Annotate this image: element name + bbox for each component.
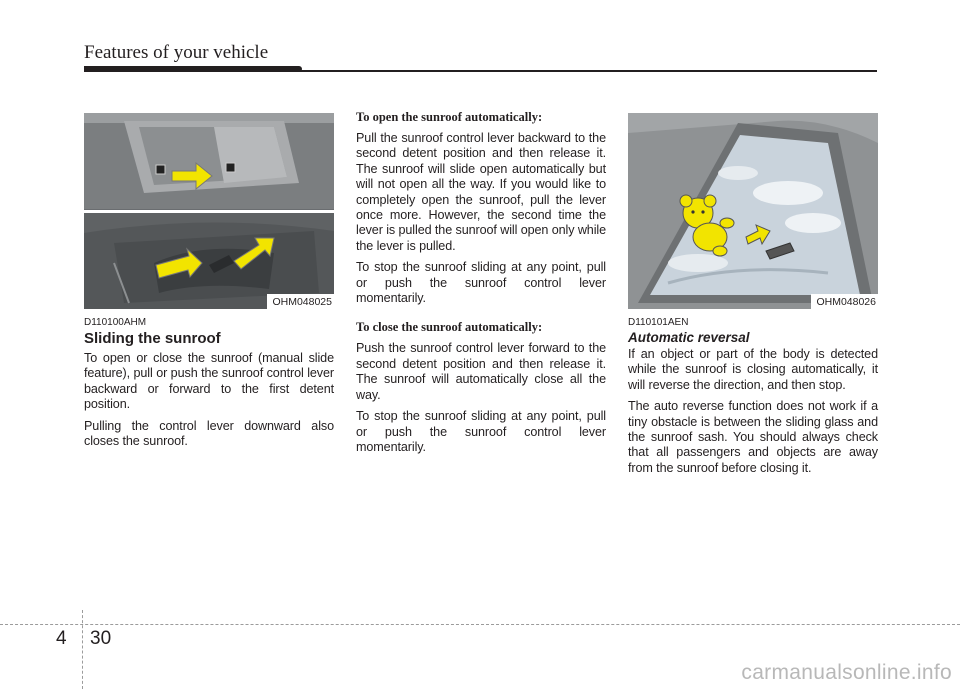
sunroof-lever-illustration [84,113,334,309]
header-rule [84,70,877,72]
section-doc-code: D110101AEN [628,317,689,328]
right-column [628,113,878,482]
paragraph: To stop the sunroof sliding at any point, pull or push the sunroof control lever momentarily. [356,260,606,306]
paragraph: If an object or part of the body is detected while the sunroof is closing automatically, it will reverse the direction, and then stop. [628,347,878,392]
sunroof-lever-figure [84,113,334,309]
paragraph: Pulling the control lever downward also closes the sunroof. [84,418,334,449]
subsection-heading: To close the sunroof automatically: [356,320,543,335]
auto-reversal-illustration [628,113,878,309]
middle-column [356,110,606,461]
paragraph: To open or close the sunroof (manual slide feature), pull or push the sunroof control lever backward or forward to the first detent position. [84,351,334,412]
page-number: 30 [90,628,112,649]
chapter-number: 4 [56,628,67,649]
paragraph: To stop the sunroof sliding at any point, pull or push the sunroof control lever momentarily. [356,409,606,454]
subsection-heading: Automatic reversal [628,330,750,345]
auto-reversal-figure [628,113,878,309]
subsection-heading: To open the sunroof automatically: [356,110,543,124]
page-header-title: Features of your vehicle [84,42,269,63]
paragraph: The auto reverse function does not work if a tiny obstacle is between the sliding glass and the sunroof sash. You should always check that all passengers and objects are away from the sunroof before closing it. [628,399,878,475]
section-title: Sliding the sunroof [84,330,221,347]
figure-code: OHM048025 [267,294,334,309]
paragraph: Push the sunroof control lever forward to the second detent position and then release it. The sunroof will automatically close all the way. [356,341,606,402]
section-doc-code: D110100AHM [84,317,147,328]
figure-code: OHM048026 [811,294,878,309]
footer-divider [0,624,960,625]
left-column [84,113,334,455]
watermark: carmanualsonline.info [741,661,952,684]
footer-crop-mark [82,610,83,689]
paragraph: Pull the sunroof control lever backward to the second detent position and then release it. The sunroof will slide open automatically but will not open all the way. If you would like to completely open the sunroof, pull the lever once more. However, the second time the lever is pulled the sunroof will open only while the lever is pulled. [356,131,607,253]
